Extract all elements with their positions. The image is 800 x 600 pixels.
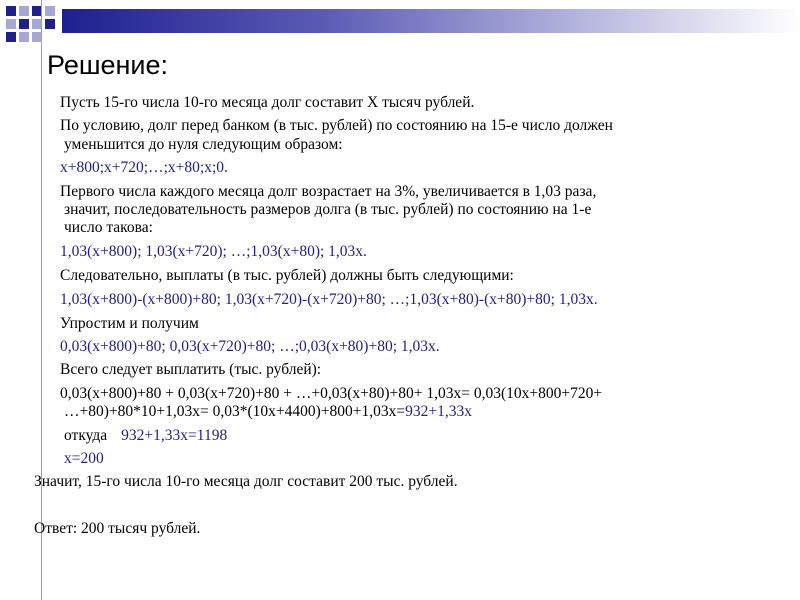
vertical-divider	[41, 0, 42, 600]
text-line: значит, последовательность размеров долга (в тыс. рублей) по состоянию на 1-е	[64, 201, 592, 218]
text-line: Следовательно, выплаты (в тыс. рублей) должны быть следующими:	[60, 267, 514, 284]
text-line: 1,03(x+800)-(x+800)+80; 1,03(x+720)-(x+720)+80; …;1,03(x+80)-(x+80)+80; 1,03x.	[60, 291, 598, 308]
decor-square	[45, 6, 55, 16]
conclusion-line: Значит, 15-го числа 10-го месяца долг составит 200 тыс. рублей.	[34, 473, 458, 490]
answer-line: Ответ: 200 тысяч рублей.	[34, 520, 201, 537]
title-gradient-bar	[62, 9, 800, 33]
text-line: x=200	[64, 450, 104, 467]
decor-square	[6, 19, 16, 29]
text-line: Упростим и получим	[60, 315, 199, 332]
result-expression: 932+1,33x	[405, 403, 473, 420]
equation: 932+1,33x=1198	[121, 427, 228, 444]
text-line: уменьшится до нуля следующим образом:	[64, 136, 343, 153]
text-line: Пусть 15-го числа 10-го месяца долг составит X тысяч рублей.	[60, 94, 475, 111]
text-line: Всего следует выплатить (тыс. рублей):	[60, 361, 322, 378]
decor-square	[19, 6, 29, 16]
text-line: …+80)+80*10+1,03x= 0,03*(10x+4400)+800+1,03x=932+1,33x	[64, 403, 473, 420]
decor-square	[19, 32, 29, 42]
text-line: 0,03(x+800)+80; 0,03(x+720)+80; …;0,03(x+80)+80; 1,03x.	[60, 338, 440, 355]
decor-square	[19, 19, 29, 29]
decor-square	[6, 32, 16, 42]
text-line: число такова:	[64, 219, 153, 236]
text-line: откуда 932+1,33x=1198	[64, 427, 228, 444]
slide-title: Решение:	[47, 50, 169, 80]
decor-square	[45, 19, 55, 29]
text-line: Первого числа каждого месяца долг возрастает на 3%, увеличивается в 1,03 раза,	[60, 183, 597, 200]
text-line: 1,03(x+800); 1,03(x+720); …;1,03(x+80); 1,03x.	[60, 243, 367, 260]
decor-square	[6, 6, 16, 16]
text-line: 0,03(x+800)+80 + 0,03(x+720)+80 + …+0,03(x+80)+80+ 1,03x= 0,03(10x+800+720+	[60, 385, 603, 402]
text-line: По условию, долг перед банком (в тыс. рублей) по состоянию на 15-е число должен	[60, 117, 613, 134]
text-line: x+800;x+720;…;x+80;x;0.	[60, 159, 228, 176]
